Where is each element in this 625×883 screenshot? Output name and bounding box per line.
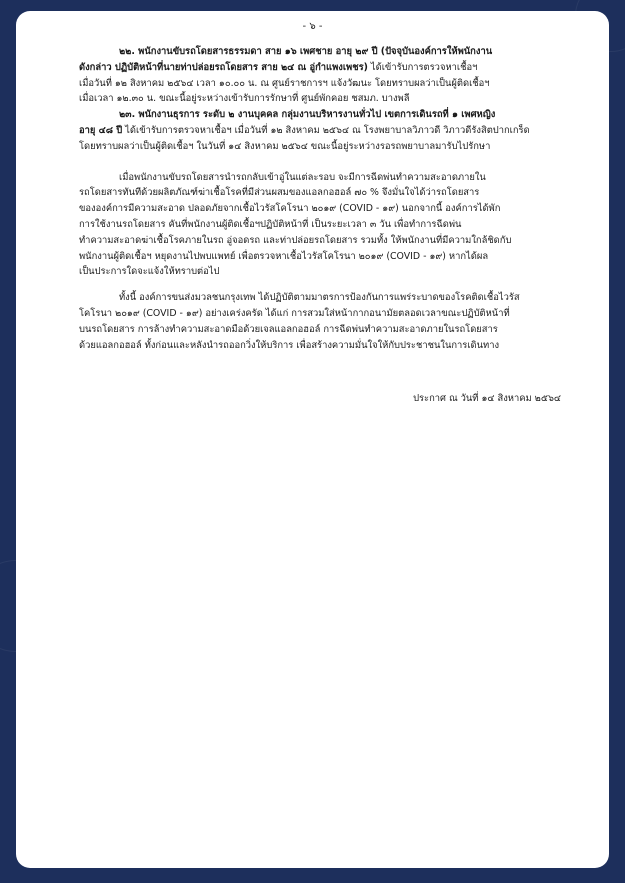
body-line: ด้วยแอลกอฮอล์ ทั้งก่อนและหลังนำรถออกวิ่งให้บริการ เพื่อสร้างความมั่นใจให้กับประชาชนในการเดินทาง bbox=[79, 339, 500, 351]
item-22-heading: ๒๒. พนักงานขับรถโดยสารธรรมดา สาย ๑๖ เพศชาย อายุ ๒๙ ปี (ปัจจุบันองค์การให้พนักงาน bbox=[119, 46, 493, 57]
body-line: บนรถโดยสาร การล้างทำความสะอาดมือด้วยเจลแอลกอฮอล์ การฉีดพ่นทำความสะอาดภายในรถโดยสาร bbox=[79, 323, 498, 335]
body-line: พนักงานผู้ติดเชื้อฯ หยุดงานไปพบแพทย์ เพื่อตรวจหาเชื้อไวรัสโคโรนา ๒๐๑๙ (COVID - ๑๙) หากได้ผล bbox=[79, 250, 489, 262]
item-23-paragraph bbox=[79, 107, 559, 154]
measures-paragraph bbox=[79, 290, 559, 353]
item-23-heading: ๒๓. พนักงานธุรการ ระดับ ๒ งานบุคคล กลุ่มงานบริหารงานทั่วไป เขตการเดินรถที่ ๑ เพศหญิง bbox=[119, 109, 496, 121]
body-line: เป็นประการใดจะแจ้งให้ทราบต่อไป bbox=[79, 266, 220, 278]
item-22-heading-cont: ดังกล่าว ปฏิบัติหน้าที่นายท่าปล่อยรถโดยสาร สาย ๒๔ ณ อู่กำแพงเพชร) bbox=[79, 61, 368, 73]
item-22-text: เมื่อเวลา ๑๒.๓๐ น. ขณะนี้อยู่ระหว่างเข้ารับการรักษาที่ ศูนย์พักคอย ชสมภ. บางพลี bbox=[79, 93, 410, 105]
body-line: การใช้งานรถโดยสาร คันที่พนักงานผู้ติดเชื้อฯปฏิบัติหน้าที่ เป็นระยะเวลา ๓ วัน เพื่อทำการฉีดพ่น bbox=[79, 218, 462, 230]
document-body bbox=[79, 44, 559, 407]
item-23-text: โดยทราบผลว่าเป็นผู้ติดเชื้อฯ ในวันที่ ๑๔ สิงหาคม ๒๕๖๔ ขณะนี้อยู่ระหว่างรอรถพยาบาลมารับไปรักษา bbox=[79, 140, 491, 152]
item-23-heading-cont: อายุ ๔๘ ปี bbox=[79, 124, 123, 136]
document-page bbox=[16, 11, 609, 868]
body-line: ขององค์การมีความสะอาด ปลอดภัยจากเชื้อไวรัสโคโรนา ๒๐๑๙ (COVID - ๑๙) นอกจากนี้ องค์การได้พัก bbox=[79, 203, 501, 215]
body-line: ทั้งนี้ องค์การขนส่งมวลชนกรุงเทพ ได้ปฏิบัติตามมาตรการป้องกันการแพร่ระบาดของโรคติดเชื้อไวรัส bbox=[119, 292, 520, 304]
item-22-text: เมื่อวันที่ ๑๒ สิงหาคม ๒๕๖๔ เวลา ๑๐.๐๐ น. ณ ศูนย์ราชการฯ แจ้งวัฒนะ โดยทราบผลว่าเป็นผู้ติดเชื้อฯ bbox=[79, 77, 490, 89]
cleaning-paragraph bbox=[79, 170, 559, 281]
item-22-paragraph bbox=[79, 44, 559, 107]
item-23-text: ได้เข้ารับการตรวจหาเชื้อฯ เมื่อวันที่ ๑๒ สิงหาคม ๒๕๖๔ ณ โรงพยาบาลวิภาวดี วิภาวดีรังสิตปากเกร็ด bbox=[122, 124, 530, 136]
page-number: - ๖ - bbox=[302, 21, 323, 32]
item-22-text: ได้เข้ารับการตรวจหาเชื้อฯ bbox=[367, 61, 478, 73]
body-line: เมื่อพนักงานขับรถโดยสารนำรถกลับเข้าอู่ในแต่ละรอบ จะมีการฉีดพ่นทำความสะอาดภายใน bbox=[119, 171, 486, 183]
body-line: ทำความสะอาดฆ่าเชื้อโรคภายในรถ อู่จอดรถ และท่าปล่อยรถโดยสาร รวมทั้ง ให้พนักงานที่มีความใกล้ชิดกับ bbox=[79, 234, 512, 246]
body-line: รถโดยสารทันทีด้วยผลิตภัณฑ์ฆ่าเชื้อโรคที่มีส่วนผสมของแอลกอฮอล์ ๗๐ % จึงมั่นใจได้ว่ารถโดยสาร bbox=[79, 187, 480, 199]
body-line: โคโรนา ๒๐๑๙ (COVID - ๑๙) อย่างเคร่งครัด ได้แก่ การสวมใส่หน้ากากอนามัยตลอดเวลาขณะปฏิบัติหน้าที่ bbox=[79, 307, 510, 319]
announcement-date: ประกาศ ณ วันที่ ๑๔ สิงหาคม ๒๕๖๔ bbox=[413, 393, 561, 405]
